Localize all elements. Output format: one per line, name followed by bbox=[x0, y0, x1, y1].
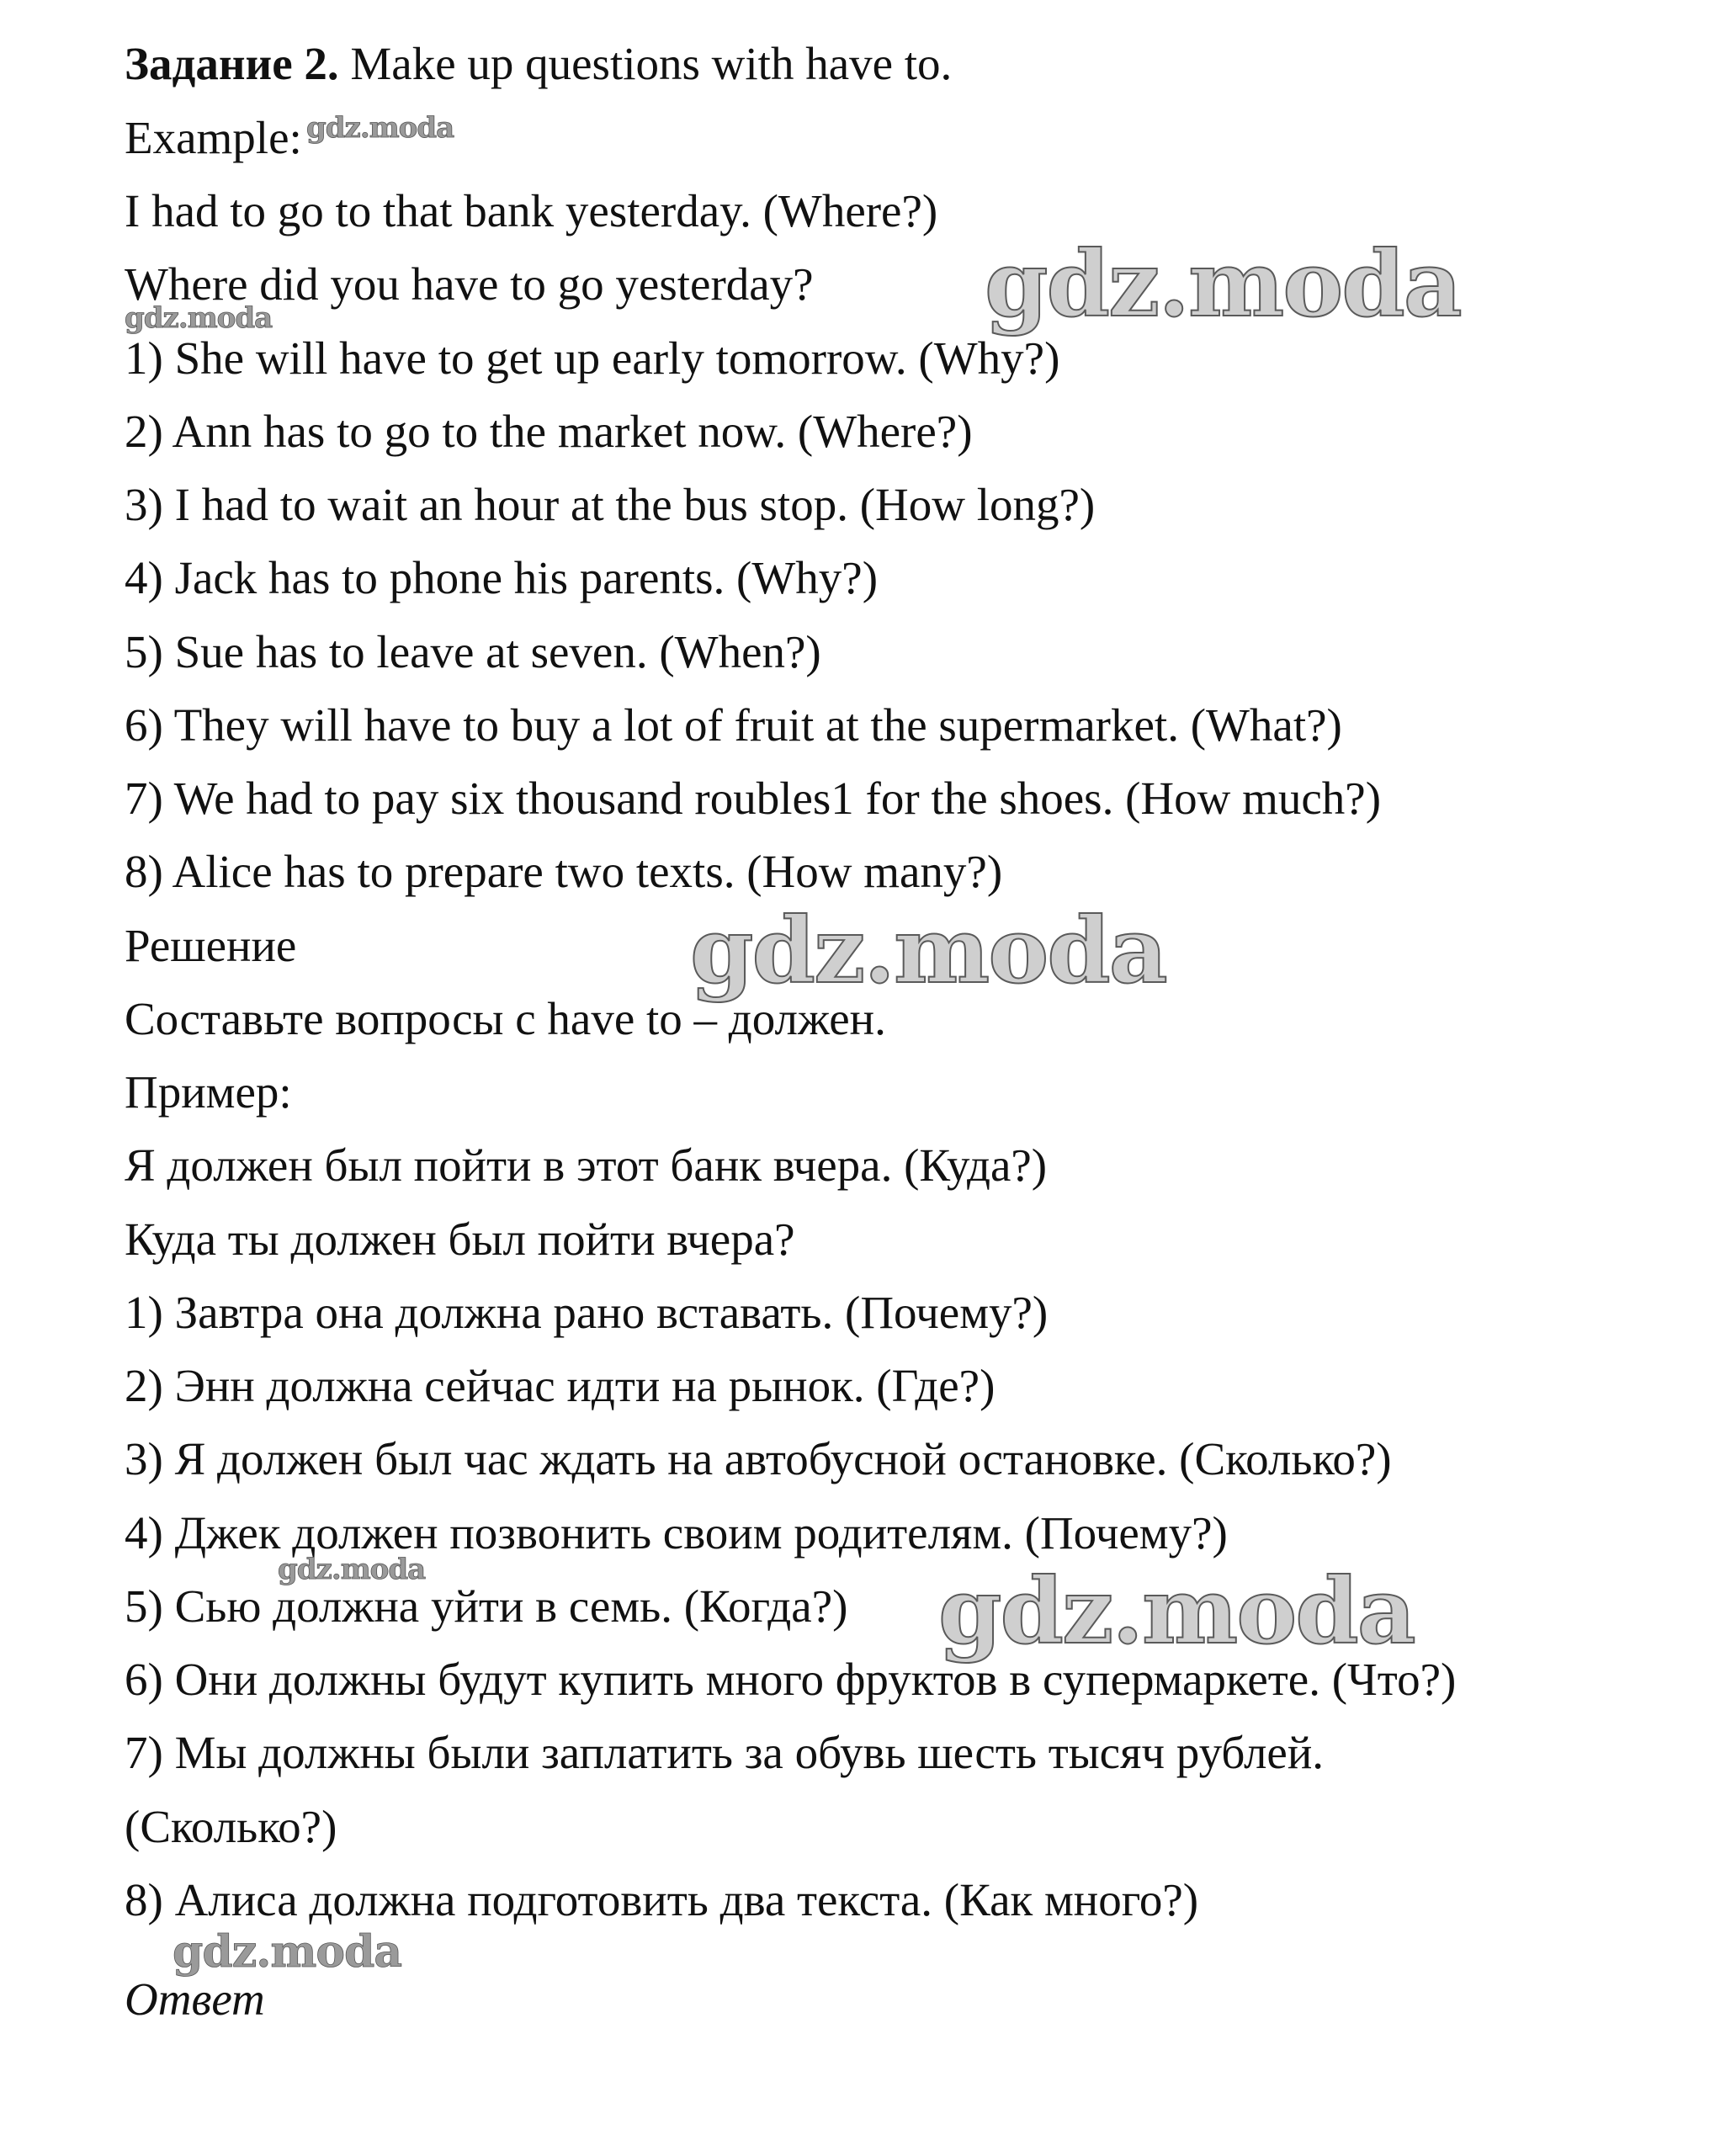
task-number: Задание 2. bbox=[125, 38, 339, 89]
solution-instruction: Составьте вопросы с have to – должен. bbox=[125, 993, 886, 1044]
solution-item-8: 8) Алиса должна подготовить два текста. (Как много?) bbox=[125, 1874, 1199, 1925]
solution-label: Решение bbox=[125, 920, 297, 971]
solution-item-5: 5) Сью должна уйти в семь. (Когда?) bbox=[125, 1580, 848, 1632]
solution-item-7: 7) Мы должны были заплатить за обувь шесть тысяч рублей. bbox=[125, 1727, 1325, 1778]
task-item-3: 3) I had to wait an hour at the bus stop. (How long?) bbox=[125, 479, 1096, 530]
watermark-large: gdz.moda bbox=[985, 231, 1461, 337]
watermark-large: gdz.moda bbox=[690, 898, 1166, 1004]
solution-item-1: 1) Завтра она должна рано вставать. (Почему?) bbox=[125, 1287, 1049, 1338]
solution-item-3: 3) Я должен был час ждать на автобусной остановке. (Сколько?) bbox=[125, 1433, 1392, 1484]
solution-example-label: Пример: bbox=[125, 1066, 292, 1118]
solution-item-2: 2) Энн должна сейчас идти на рынок. (Где?) bbox=[125, 1360, 996, 1411]
task-item-6: 6) They will have to buy a lot of fruit at the supermarket. (What?) bbox=[125, 699, 1342, 751]
watermark-medium: gdz.moda bbox=[173, 1926, 402, 1978]
task-item-1: 1) She will have to get up early tomorrow. (Why?) bbox=[125, 332, 1060, 384]
watermark-small: gdz.moda bbox=[306, 111, 454, 145]
answer-label: Ответ bbox=[125, 1973, 265, 2025]
task-heading bbox=[125, 37, 952, 91]
watermark-large: gdz.moda bbox=[938, 1559, 1415, 1665]
solution-example-sentence: Я должен был пойти в этот банк вчера. (Куда?) bbox=[125, 1139, 1048, 1191]
solution-item-4: 4) Джек должен позвонить своим родителям. (Почему?) bbox=[125, 1507, 1228, 1559]
example-question: Where did you have to go yesterday? bbox=[125, 258, 814, 310]
watermark-small: gdz.moda bbox=[278, 1553, 426, 1586]
task-item-2: 2) Ann has to go to the market now. (Where?) bbox=[125, 406, 973, 457]
example-label: Example: bbox=[125, 112, 302, 163]
task-item-8: 8) Alice has to prepare two texts. (How many?) bbox=[125, 846, 1003, 897]
task-item-7: 7) We had to pay six thousand roubles1 for the shoes. (How much?) bbox=[125, 773, 1382, 824]
task-item-5: 5) Sue has to leave at seven. (When?) bbox=[125, 626, 821, 677]
solution-example-question: Куда ты должен был пойти вчера? bbox=[125, 1213, 795, 1265]
example-sentence: I had to go to that bank yesterday. (Where?) bbox=[125, 185, 938, 236]
task-item-4: 4) Jack has to phone his parents. (Why?) bbox=[125, 552, 879, 603]
watermark-small: gdz.moda bbox=[125, 301, 273, 335]
solution-item-7-continuation: (Сколько?) bbox=[125, 1801, 337, 1852]
solution-item-6: 6) Они должны будут купить много фруктов в супермаркете. (Что?) bbox=[125, 1654, 1457, 1705]
task-heading-text: Make up questions with have to. bbox=[338, 38, 953, 89]
